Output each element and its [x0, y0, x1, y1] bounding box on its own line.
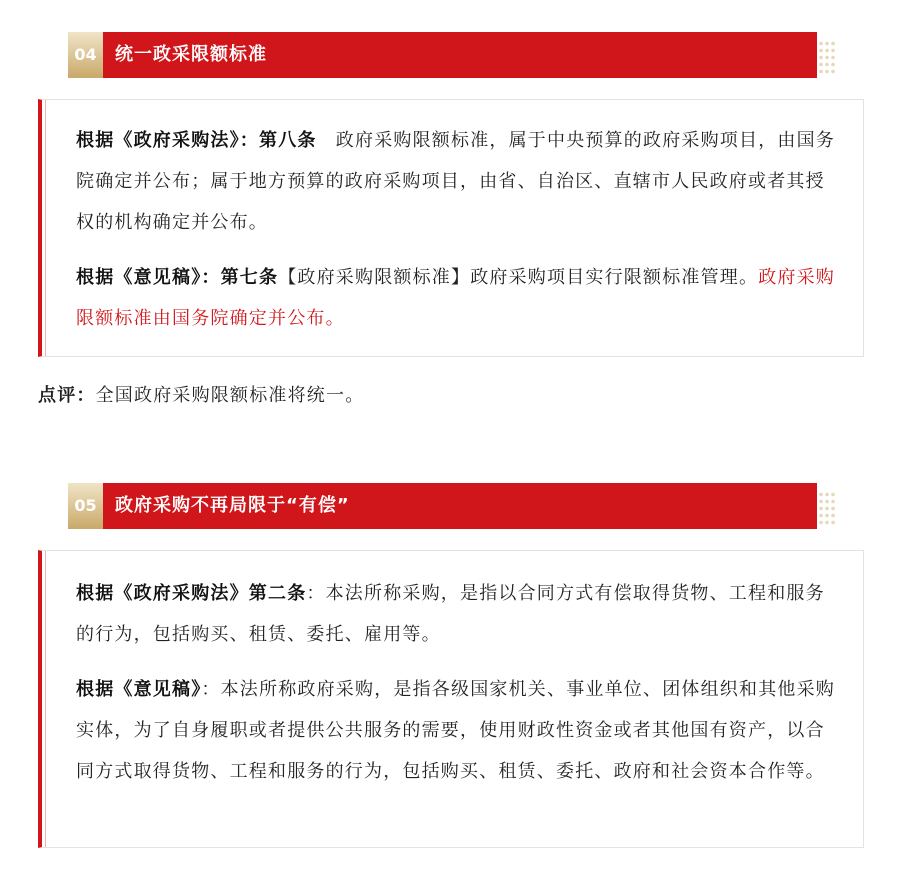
section-05-header: [68, 483, 820, 529]
decorative-dots-icon: [818, 40, 836, 76]
clause-paragraph: [76, 120, 838, 243]
section-04-card: [38, 99, 864, 357]
section-05-card: [38, 550, 864, 848]
clause-paragraph: [76, 573, 838, 655]
clause-source: 根据《意见稿》: [76, 679, 202, 700]
comment-text: 全国政府采购限额标准将统一。: [95, 385, 365, 406]
section-title: 统一政采限额标准: [103, 32, 817, 78]
clause-highlight: 政府采购限额标准由国务院确定并公布。: [76, 267, 836, 329]
decorative-dots-icon: [818, 491, 836, 527]
section-number: 04: [68, 32, 103, 78]
comment: [38, 380, 364, 412]
section-title: 政府采购不再局限于“有偿”: [103, 483, 817, 529]
clause-text: 【政府采购限额标准】政府采购项目实行限额标准管理。: [278, 267, 759, 288]
section-number: 05: [68, 483, 103, 529]
clause-source: 根据《政府采购法》：第八条: [76, 130, 317, 151]
comment-label: 点评：: [38, 385, 96, 406]
clause-text: 政府采购限额标准，属于中央预算的政府采购项目，由国务院确定并公布；属于地方预算的政府采购项目，由省、自治区、直辖市人民政府或者其授权的机构确定并公布。: [76, 130, 836, 233]
section-04-header: [68, 32, 820, 78]
clause-paragraph: [76, 257, 838, 339]
clause-source: 根据《政府采购法》第二条: [76, 583, 307, 604]
clause-source: 根据《意见稿》：第七条: [76, 267, 279, 288]
clause-text: ：本法所称政府采购，是指各级国家机关、事业单位、团体组织和其他采购实体，为了自身履职或者提供公共服务的需要，使用财政性资金或者其他国有资产，以合同方式取得货物、工程和服务的行为，包括购买、租赁、委托、政府和社会资本合作等。: [76, 679, 836, 782]
clause-paragraph: [76, 669, 838, 792]
clause-text: ：本法所称采购，是指以合同方式有偿取得货物、工程和服务的行为，包括购买、租赁、委托、雇用等。: [76, 583, 825, 645]
